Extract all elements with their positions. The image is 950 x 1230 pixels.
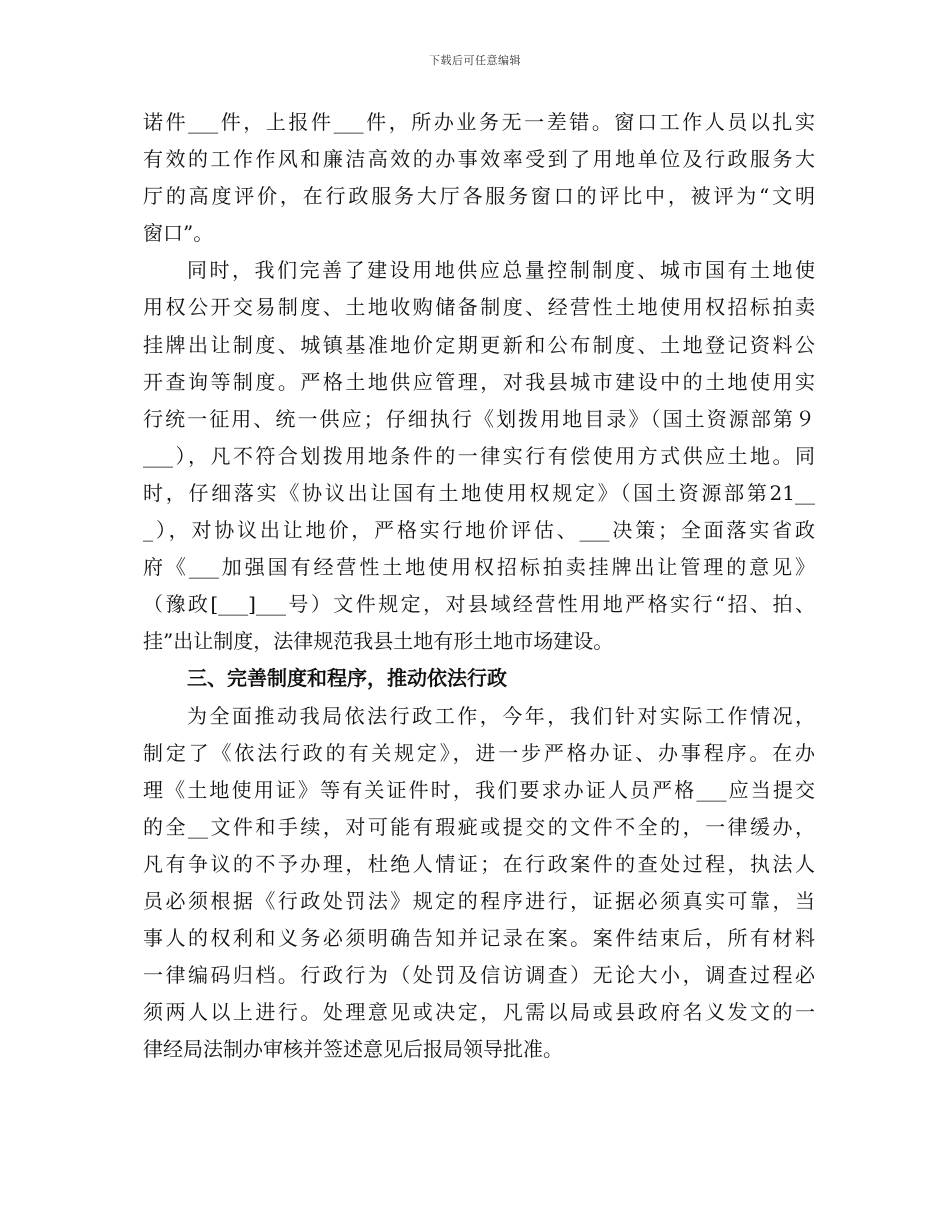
text-line: 时，仔细落实《协议出让国有土地使用权规定》（国土资源部第21__ (143, 480, 815, 505)
text-line: 须两人以上进行。处理意见或决定，凡需以局或县政府名义发文的一 (143, 1000, 815, 1025)
text-line: 员必须根据《行政处罚法》规定的程序进行，证据必须真实可靠，当 (143, 888, 815, 913)
page-header: 下载后可任意编辑 (429, 54, 521, 67)
text-line: 窗口”。 (143, 221, 214, 246)
text-line: （豫政[___]___号）文件规定，对县域经营性用地严格实行“招、拍、 (143, 592, 815, 617)
text-line: 律经局法制办审核并签述意见后报局领导批准。 (143, 1037, 563, 1062)
text-line: 的全__文件和手续，对可能有瑕疵或提交的文件不全的，一律缓办， (143, 814, 815, 839)
section-heading: 三、完善制度和程序，推动依法行政 (187, 666, 507, 691)
text-line: 挂”出让制度，法律规范我县土地有形土地市场建设。 (143, 629, 614, 654)
text-line: 理《土地使用证》等有关证件时，我们要求办证人员严格___应当提交 (143, 777, 815, 802)
text-line: 同时，我们完善了建设用地供应总量控制制度、城市国有土地使 (187, 258, 815, 283)
text-line: 府《___加强国有经营性土地使用权招标拍卖挂牌出让管理的意见》 (143, 555, 815, 580)
text-line: 诺件___件，上报件___件，所办业务无一差错。窗口工作人员以扎实 (143, 110, 815, 134)
text-line: _），对协议出让地价，严格实行地价评估、___决策；全面落实省政 (143, 518, 815, 543)
text-line: 挂牌出让制度、城镇基准地价定期更新和公布制度、土地登记资料公 (143, 332, 815, 357)
text-line: 事人的权利和义务必须明确告知并记录在案。案件结束后，所有材料 (143, 926, 815, 951)
text-line: 制定了《依法行政的有关规定》，进一步严格办证、办事程序。在办 (143, 740, 815, 765)
text-line: 有效的工作作风和廉洁高效的办事效率受到了用地单位及行政服务大 (143, 147, 815, 172)
document-body (143, 104, 815, 1068)
text-line: ___），凡不符合划拨用地条件的一律实行有偿使用方式供应土地。同 (143, 443, 815, 468)
text-line: 为全面推动我局依法行政工作，今年，我们针对实际工作情况， (187, 703, 815, 728)
text-line: 厅的高度评价，在行政服务大厅各服务窗口的评比中，被评为“文明 (143, 184, 815, 209)
text-line: 凡有争议的不予办理，杜绝人情证；在行政案件的查处过程，执法人 (143, 851, 815, 876)
text-line: 开查询等制度。严格土地供应管理，对我县城市建设中的土地使用实 (143, 369, 815, 394)
text-line: 用权公开交易制度、土地收购储备制度、经营性土地使用权招标拍卖 (143, 295, 815, 320)
text-line: 一律编码归档。行政行为（处罚及信访调查）无论大小，调查过程必 (143, 963, 815, 988)
text-line: 行统一征用、统一供应；仔细执行《划拨用地目录》（国土资源部第９ (143, 406, 815, 431)
